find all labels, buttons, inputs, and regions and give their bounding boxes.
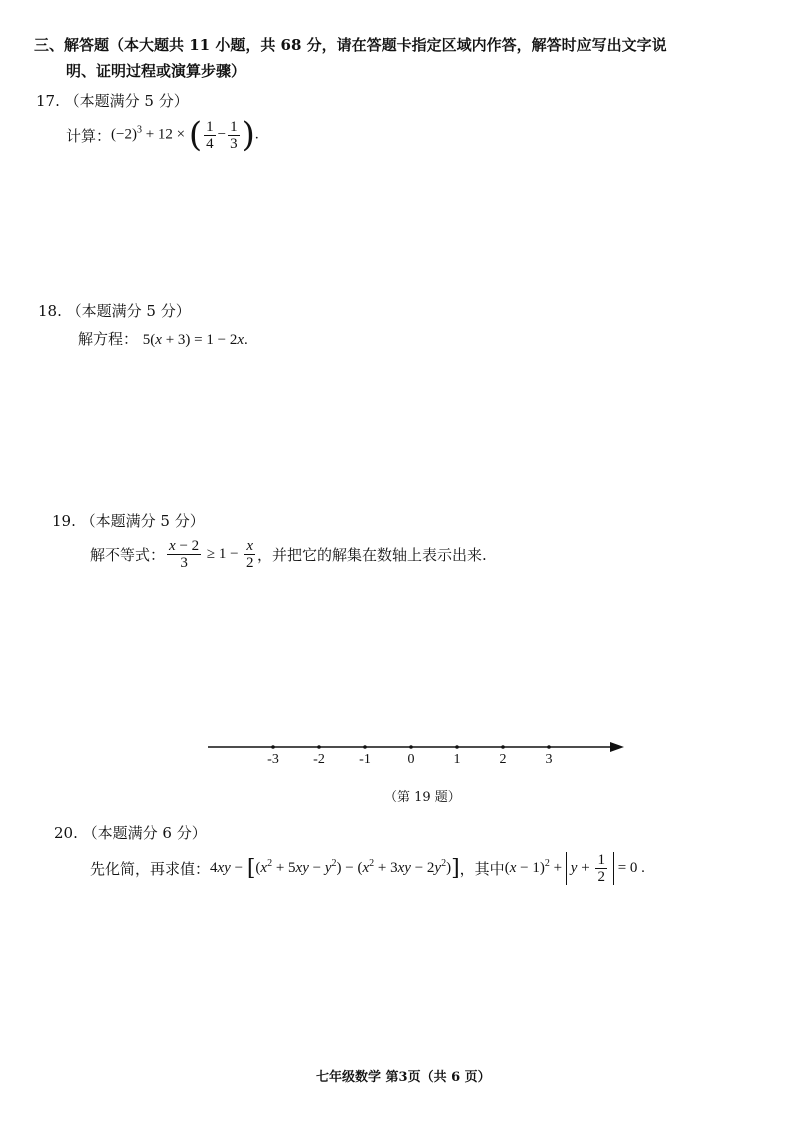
q19-instruction: ，并把它的解集在数轴上表示出来.: [257, 546, 487, 564]
number-line-tick: [409, 745, 413, 749]
q19-expression-line: [90, 538, 487, 571]
number-line-arrow-icon: [610, 742, 624, 752]
section-heading-line2: 明、证明过程或演算步骤）: [66, 62, 247, 80]
q20-expression: $4xy - [(x^2 + 5xy - y^2) - (x^2 + 3xy - 2y^2)]$: [210, 856, 460, 881]
q20-prompt: 先化简，再求值：: [90, 860, 211, 878]
q18-header: [38, 300, 191, 321]
q17-score: （本题满分 5 分）: [64, 92, 189, 110]
number-line-tick-label: -1: [359, 752, 371, 767]
q19-number: 19.: [52, 512, 76, 530]
q20-condition-prefix: ，其中: [459, 860, 505, 878]
q19-figure-caption: （第 19 题）: [384, 790, 461, 805]
q20-number: 20.: [54, 824, 78, 842]
q17-expression-line: [66, 115, 259, 155]
number-line-tick: [317, 745, 321, 749]
number-line-tick-label: 0: [407, 752, 415, 767]
number-line-tick-label: 1: [453, 752, 461, 767]
number-line-tick-label: -2: [313, 752, 325, 767]
q19-prompt: 解不等式：: [90, 546, 166, 564]
section-heading-line1: 三、解答题（本大题共 11 小题，共 68 分，请在答题卡指定区域内作答，解答时应写出文字说: [34, 36, 667, 54]
number-line-tick-label: 3: [545, 752, 553, 767]
q17-prompt: 计算：: [66, 126, 112, 145]
q20-condition: $(x - 1)^2 + y$ + $\frac{1}{2}$ = 0 .: [504, 852, 645, 885]
q17-expression: $(-2)^3 + 12$ × ( $\frac{1}{4}$ − $\frac{1}{3}$ ).: [111, 115, 259, 155]
q18-equation: 5(x + 3) = 1 − 2x.: [142, 332, 248, 348]
q18-expression-line: [78, 328, 248, 349]
q19-header: [52, 510, 205, 531]
number-line-tick: [455, 745, 459, 749]
q20-score: （本题满分 6 分）: [82, 824, 207, 842]
q19-inequality: $\frac{x - 2}{3}$ ≥ 1 − $\frac{x}{2}$: [169, 538, 254, 571]
q17-header: [36, 90, 189, 111]
q18-number: 18.: [38, 302, 62, 320]
number-line-tick: [547, 745, 551, 749]
q20-expression-line: [90, 852, 645, 885]
q19-score: （本题满分 5 分）: [80, 512, 205, 530]
number-line-tick-label: -3: [267, 752, 279, 767]
q18-score: （本题满分 5 分）: [66, 302, 191, 320]
page-footer: 七年级数学 第3页（共 6 页）: [316, 1070, 491, 1085]
number-line-tick: [363, 745, 367, 749]
number-line-tick: [501, 745, 505, 749]
number-line-tick: [271, 745, 275, 749]
number-line-tick-label: 2: [499, 752, 507, 767]
q17-number: 17.: [36, 92, 60, 110]
q20-header: [54, 822, 207, 843]
q18-prompt: 解方程：: [78, 330, 139, 348]
